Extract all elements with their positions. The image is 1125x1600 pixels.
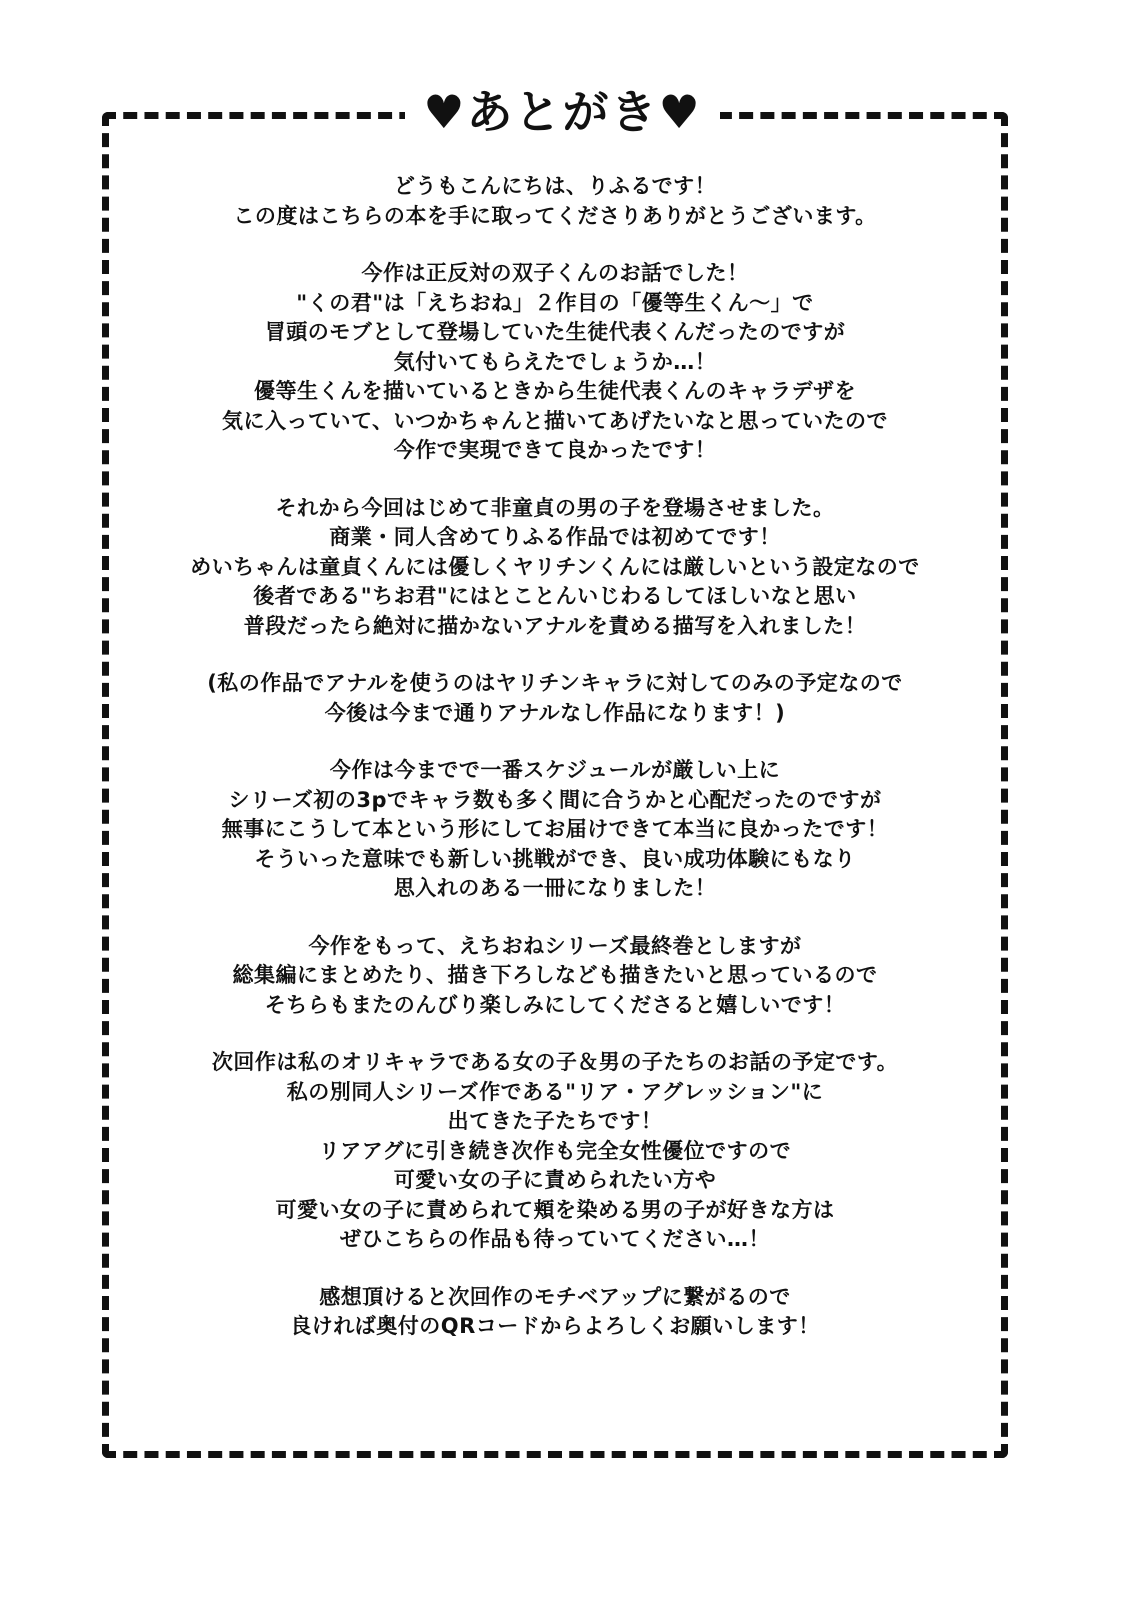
title-container <box>0 82 1125 142</box>
text-line: ぜひこちらの作品も待っていてください…！ <box>340 1227 770 1251</box>
text-line: 可愛い女の子に責められて頬を染める男の子が好きな方は <box>275 1197 835 1222</box>
text-line: そういった意味でも新しい挑戦ができ、良い成功体験にもなり <box>254 846 856 871</box>
text-line: 無事にこうして本という形にしてお届けできて本当に良かったです！ <box>221 817 889 841</box>
text-line: そちらもまたのんびり楽しみにしてくださると嬉しいです！ <box>264 992 846 1017</box>
text-line: 出てきた子たちです！ <box>447 1109 663 1133</box>
text-line: 次回作は私のオリキャラである女の子＆男の子たちのお話の予定です。 <box>211 1050 899 1074</box>
text-line: 思入れのある一冊になりました！ <box>393 876 717 900</box>
paragraph <box>125 669 985 728</box>
afterword-body <box>125 172 985 1370</box>
text-line: 今後は今まで通りアナルなし作品になります！) <box>324 700 786 725</box>
paragraph <box>125 932 985 1021</box>
text-line: (私の作品でアナルを使うのはヤリチンキャラに対してのみの予定なので <box>207 671 903 695</box>
text-line: 良ければ奥付のQRコードからよろしくお願いします！ <box>290 1314 820 1338</box>
text-line: 今作で実現できて良かったです！ <box>393 438 717 462</box>
text-line: 私の別同人シリーズ作である"リア・アグレッション"に <box>286 1079 824 1104</box>
paragraph <box>125 756 985 904</box>
text-line: シリーズ初の3pでキャラ数も多く間に合うかと心配だったのですが <box>228 787 882 812</box>
page-title: ♥あとがき♥ <box>405 82 719 142</box>
text-line: "くの君"は「えちおね」２作目の「優等生くん〜」で <box>296 290 814 315</box>
text-line: リアアグに引き続き次作も完全女性優位ですので <box>318 1138 792 1163</box>
text-line: 今作は正反対の双子くんのお話でした！ <box>361 261 749 285</box>
text-line: どうもこんにちは、りふるです！ <box>393 174 717 198</box>
text-line: 優等生くんを描いているときから生徒代表くんのキャラデザを <box>254 379 856 403</box>
text-line: 可愛い女の子に責められたい方や <box>393 1168 717 1192</box>
text-line: 後者である"ちお君"にはとことんいじわるしてほしいなと思い <box>253 584 857 608</box>
text-line: この度はこちらの本を手に取ってくださりありがとうございます。 <box>233 203 877 228</box>
text-line: 普段だったら絶対に描かないアナルを責める描写を入れました！ <box>243 613 867 638</box>
text-line: 冒頭のモブとして登場していた生徒代表くんだったのですが <box>264 320 846 344</box>
text-line: 気付いてもらえたでしょうか…！ <box>393 349 717 374</box>
text-line: 総集編にまとめたり、描き下ろしなども描きたいと思っているので <box>232 963 878 987</box>
paragraph <box>125 494 985 642</box>
text-line: 今作は今までで一番スケジュールが厳しい上に <box>329 758 781 782</box>
paragraph <box>125 172 985 231</box>
text-line: 気に入っていて、いつかちゃんと描いてあげたいなと思っていたので <box>221 408 889 433</box>
paragraph <box>125 1283 985 1342</box>
text-line: 感想頂けると次回作のモチベアップに繋がるので <box>319 1284 791 1309</box>
text-line: それから今回はじめて非童貞の男の子を登場させました。 <box>275 495 835 520</box>
text-line: 今作をもって、えちおねシリーズ最終巻としますが <box>308 933 802 958</box>
paragraph <box>125 1048 985 1255</box>
paragraph <box>125 259 985 466</box>
text-line: 商業・同人含めてりふる作品では初めてです！ <box>329 525 781 549</box>
text-line: めいちゃんは童貞くんには優しくヤリチンくんには厳しいという設定なので <box>190 554 920 579</box>
